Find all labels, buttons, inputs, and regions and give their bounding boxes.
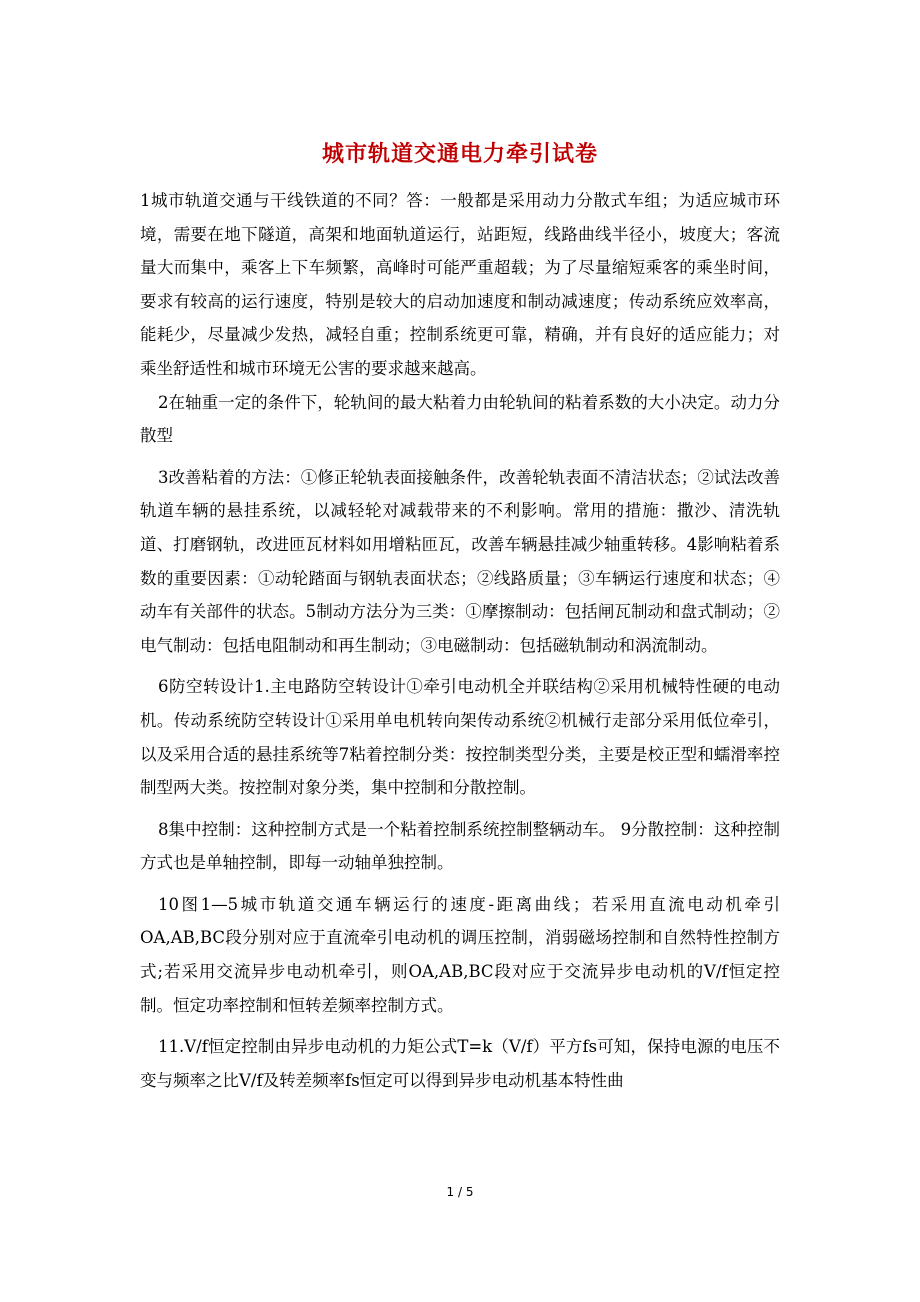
document-title: 城市轨道交通电力牵引试卷	[321, 142, 598, 167]
paragraph-3: 3改善粘着的方法：①修正轮轨表面接触条件，改善轮轨表面不清洁状态；②试法改善轨道车辆的悬挂系统，以减轻轮对减载带来的不利影响。常用的措施：撒沙、清洗轨道、打磨钢轨，改进匝瓦材料如用增粘匝瓦，改善车辆悬挂减少轴重转移。4影响粘着系数的重要因素：①动轮踏面与钢轨表面状态；②线路质量；③车辆运行速度和状态；④动车有关部件的状态。5制动方法分为三类：①摩擦制动：包括闸瓦制动和盘式制动；②电气制动：包括电阻制动和再生制动；③电磁制动：包括磁轨制动和涡流制动。	[140, 467, 780, 655]
paragraph-2: 2在轴重一定的条件下，轮轨间的最大粘着力由轮轨间的粘着系数的大小决定。动力分散型	[140, 392, 780, 446]
paragraph-5: 8集中控制：这种控制方式是一个粘着控制系统控制整辆动车。 9分散控制：这种控制方式也是单轴控制，即每一动轴单独控制。	[140, 819, 780, 873]
document-body	[140, 184, 780, 1097]
paragraph-6: 10图1—5城市轨道交通车辆运行的速度-距离曲线；若采用直流电动机牵引OA,AB,BC段分别对应于直流牵引电动机的调压控制，消弱磁场控制和自然特性控制方式;若采用交流异步电动机牵引，则OA,AB,BC段对应于交流异步电动机的V/f恒定控制。恒定功率控制和恒转差频率控制方式。	[140, 894, 780, 1015]
paragraph-1: 1城市轨道交通与干线铁道的不同？答：一般都是采用动力分散式车组；为适应城市环境，需要在地下隧道，高架和地面轨道运行，站距短，线路曲线半径小，坡度大；客流量大而集中，乘客上下车频繁，高峰时可能严重超载；为了尽量缩短乘客的乘坐时间，要求有较高的运行速度，特别是较大的启动加速度和制动减速度；传动系统应效率高，能耗少，尽量减少发热，减轻自重；控制系统更可靠，精确，并有良好的适应能力；对乘坐舒适性和城市环境无公害的要求越来越高。	[140, 191, 780, 378]
paragraph-4: 6防空转设计1.主电路防空转设计①牵引电动机全并联结构②采用机械特性硬的电动机。传动系统防空转设计①采用单电机转向架传动系统②机械行走部分采用低位牵引，以及采用合适的悬挂系统等7粘着控制分类：按控制类型分类，主要是校正型和蠕滑率控制型两大类。按控制对象分类，集中控制和分散控制。	[140, 677, 780, 798]
page-number: 1 / 5	[446, 1185, 474, 1199]
paragraph-7: 11.V/f恒定控制由异步电动机的力矩公式T=k（V/f）平方fs可知，保持电源的电压不变与频率之比V/f及转差频率fs恒定可以得到异步电动机基本特性曲	[140, 1037, 780, 1090]
